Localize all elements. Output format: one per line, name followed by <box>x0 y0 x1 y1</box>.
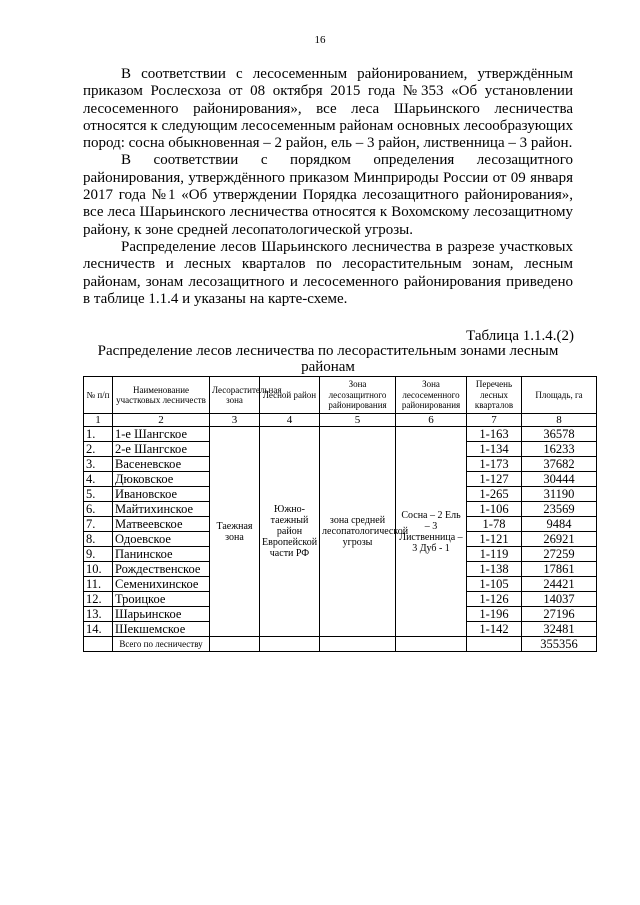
header-seed: Зона лесосеменного районирования <box>396 377 467 414</box>
total-label: Всего по лесничеству <box>113 637 210 652</box>
total-empty-cell <box>396 637 467 652</box>
row-number: 6. <box>84 502 113 517</box>
row-name: Васеневское <box>113 457 210 472</box>
row-name: 2-е Шангское <box>113 442 210 457</box>
row-quarters: 1-163 <box>467 427 522 442</box>
header-name: Наименование участковых лесничеств <box>113 377 210 414</box>
row-area: 37682 <box>522 457 597 472</box>
header-area: Площадь, га <box>522 377 597 414</box>
row-name: Одоевское <box>113 532 210 547</box>
column-number: 2 <box>113 414 210 427</box>
row-area: 27259 <box>522 547 597 562</box>
row-quarters: 1-126 <box>467 592 522 607</box>
row-area: 16233 <box>522 442 597 457</box>
row-area: 26921 <box>522 532 597 547</box>
row-name: Ивановское <box>113 487 210 502</box>
column-number: 8 <box>522 414 597 427</box>
row-name: Матвеевское <box>113 517 210 532</box>
row-number: 11. <box>84 577 113 592</box>
row-quarters: 1-142 <box>467 622 522 637</box>
total-empty-cell <box>260 637 320 652</box>
paragraph-distribution: Распределение лесов Шарьинского лесничества в разрезе участковых лесничеств и лесных кварталов по лесорастительным зонам, лесным районам, зонам лесозащитного и лесосеменного районирования приведено в таблице 1.1.4 и указаны на карте-схеме. <box>83 238 573 307</box>
row-name: Дюковское <box>113 472 210 487</box>
paragraph-seed-zoning: В соответствии с лесосеменным районированием, утверждённым приказом Рослесхоза от 08 октября 2015 года №353 «Об установлении лесосеменного районирования», все леса Шарьинского лесничества относятся к следующим лесосеменным районам основных лесообразующих пород: сосна обыкновенная – 2 район, ель – 3 район, лиственница – 3 район. <box>83 66 573 152</box>
row-quarters: 1-105 <box>467 577 522 592</box>
row-name: Шекшемское <box>113 622 210 637</box>
row-name: Семенихинское <box>113 577 210 592</box>
row-quarters: 1-121 <box>467 532 522 547</box>
total-empty-cell <box>210 637 260 652</box>
row-number: 5. <box>84 487 113 502</box>
row-name: Панинское <box>113 547 210 562</box>
row-name: Майтихинское <box>113 502 210 517</box>
total-area: 355356 <box>522 637 597 652</box>
header-quarters: Перечень лесных кварталов <box>467 377 522 414</box>
row-quarters: 1-127 <box>467 472 522 487</box>
merged-protection-cell: зона средней лесопатологической угрозы <box>320 427 396 637</box>
column-number: 3 <box>210 414 260 427</box>
row-number: 14. <box>84 622 113 637</box>
column-number-row <box>84 414 597 427</box>
table-total-row <box>84 637 597 652</box>
row-quarters: 1-119 <box>467 547 522 562</box>
row-area: 36578 <box>522 427 597 442</box>
row-area: 32481 <box>522 622 597 637</box>
column-number: 7 <box>467 414 522 427</box>
total-empty-cell <box>84 637 113 652</box>
header-num: № п/п <box>84 377 113 414</box>
row-number: 3. <box>84 457 113 472</box>
row-quarters: 1-173 <box>467 457 522 472</box>
row-area: 27196 <box>522 607 597 622</box>
row-area: 30444 <box>522 472 597 487</box>
row-quarters: 1-196 <box>467 607 522 622</box>
paragraph-protection-zoning: В соответствии с порядком определения лесозащитного районирования, утверждённого приказом Минприроды России от 09 января 2017 года №1 «Об утверждении Порядка лесозащитного районирования», все леса Шарьинского лесничества относятся к Вохомскому лесозащитному району, к зоне средней лесопатологической угрозы. <box>83 152 573 238</box>
header-region: Лесной район <box>260 377 320 414</box>
table-title: Распределение лесов лесничества по лесорастительным зонами лесным районам <box>97 343 559 375</box>
column-number: 6 <box>396 414 467 427</box>
row-name: Троицкое <box>113 592 210 607</box>
row-number: 9. <box>84 547 113 562</box>
table-header-row <box>84 377 597 414</box>
row-number: 13. <box>84 607 113 622</box>
row-number: 12. <box>84 592 113 607</box>
row-quarters: 1-134 <box>467 442 522 457</box>
row-area: 14037 <box>522 592 597 607</box>
merged-seed-cell: Сосна – 2 Ель – 3 Лиственница – 3 Дуб - 1 <box>396 427 467 637</box>
row-area: 17861 <box>522 562 597 577</box>
table-caption: Таблица 1.1.4.(2) <box>466 328 574 344</box>
total-empty-cell <box>467 637 522 652</box>
header-protection: Зона лесозащитного районирования <box>320 377 396 414</box>
row-area: 9484 <box>522 517 597 532</box>
row-number: 8. <box>84 532 113 547</box>
page-number: 16 <box>314 34 326 46</box>
row-number: 1. <box>84 427 113 442</box>
forest-distribution-table <box>83 376 597 652</box>
merged-region-cell: Южно-таежный район Европейской части РФ <box>260 427 320 637</box>
row-number: 2. <box>84 442 113 457</box>
row-area: 23569 <box>522 502 597 517</box>
header-zone: Лесорастительная зона <box>210 377 260 414</box>
column-number: 1 <box>84 414 113 427</box>
row-number: 10. <box>84 562 113 577</box>
row-number: 4. <box>84 472 113 487</box>
column-number: 5 <box>320 414 396 427</box>
row-quarters: 1-265 <box>467 487 522 502</box>
row-name: 1-е Шангское <box>113 427 210 442</box>
row-quarters: 1-138 <box>467 562 522 577</box>
total-empty-cell <box>320 637 396 652</box>
column-number: 4 <box>260 414 320 427</box>
row-name: Шарьинское <box>113 607 210 622</box>
row-quarters: 1-78 <box>467 517 522 532</box>
row-name: Рождественское <box>113 562 210 577</box>
row-quarters: 1-106 <box>467 502 522 517</box>
merged-zone-cell: Таежная зона <box>210 427 260 637</box>
row-area: 31190 <box>522 487 597 502</box>
row-area: 24421 <box>522 577 597 592</box>
table-row <box>84 427 597 442</box>
row-number: 7. <box>84 517 113 532</box>
body-text <box>83 66 573 308</box>
